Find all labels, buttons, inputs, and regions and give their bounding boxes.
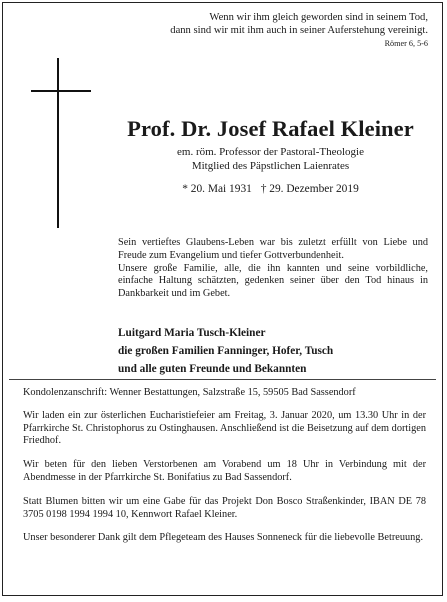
prayer-service-text: Wir beten für den lieben Verstorbenen am Vorabend um 18 Uhr in Verbindung mit der Abendmesse in der Pfarrkirche St. Bonifatius zu Bad Sassendorf. [23,459,426,483]
tribute-paragraph-2: Unsere große Familie, alle, die ihn kannten und seine vorbildliche, einfache Haltung schätzten, gedenken seiner über den Tod hinaus in Dankbarkeit und im Gebet. [118,262,428,300]
birth-date: * 20. Mai 1931 [182,183,252,195]
funeral-service-text: Wir laden ein zur österlichen Eucharistiefeier am Freitag, 3. Januar 2020, um 13.30 Uhr in der Pfarrkirche St. Christophorus zu Ostinghausen. Anschließend ist die Beisetzung auf dem dortigen Friedhof. [23,409,426,447]
obituary-notice [2,2,443,596]
cross-icon [31,58,91,228]
life-dates [113,183,428,195]
bible-verse [98,11,428,50]
condolence-address: Kondolenzanschrift: Wenner Bestattungen, Salzstraße 15, 59505 Bad Sassendorf [23,387,356,398]
notice-content [3,3,442,595]
deceased-title-2: Mitglied des Päpstlichen Laienrates [191,160,350,173]
thanks-text: Unser besonderer Dank gilt dem Pflegeteam des Hauses Sonneneck für die liebevolle Betreuung. [23,532,424,544]
cross-vertical-bar [57,58,59,228]
verse-reference: Römer 6, 5-6 [384,38,428,48]
deceased-name: Prof. Dr. Josef Rafael Kleiner [127,116,414,141]
divider [9,379,436,380]
deceased-titles [113,145,428,173]
death-date: † 29. Dezember 2019 [260,183,359,195]
cross-horizontal-bar [31,90,91,92]
mourner-line-1: Luitgard Maria Tusch-Kleiner [118,327,266,339]
mourner-line-3: und alle guten Freunde und Bekannten [118,363,307,375]
tribute-text [118,237,428,301]
verse-line-1: Wenn wir ihm gleich geworden sind in seinem Tod, [209,12,428,23]
deceased-title-1: em. röm. Professor der Pastoral-Theologie [177,146,364,158]
tribute-paragraph-1: Sein vertieftes Glaubens-Leben war bis zuletzt erfüllt von Liebe und Freude zum Evangelium und tiefer Gottverbundenheit. [118,237,428,261]
mourner-line-2: die großen Familien Fanninger, Hofer, Tusch [118,345,334,357]
service-information [23,387,426,556]
verse-line-2: dann sind wir mit ihm auch in seiner Auferstehung vereinigt. [170,25,428,37]
mourners-list [118,324,428,378]
donation-text: Statt Blumen bitten wir um eine Gabe für das Projekt Don Bosco Straßenkinder, IBAN DE 78 3705 0198 1994 1994 10, Kennwort Rafael Kleiner. [23,495,426,520]
